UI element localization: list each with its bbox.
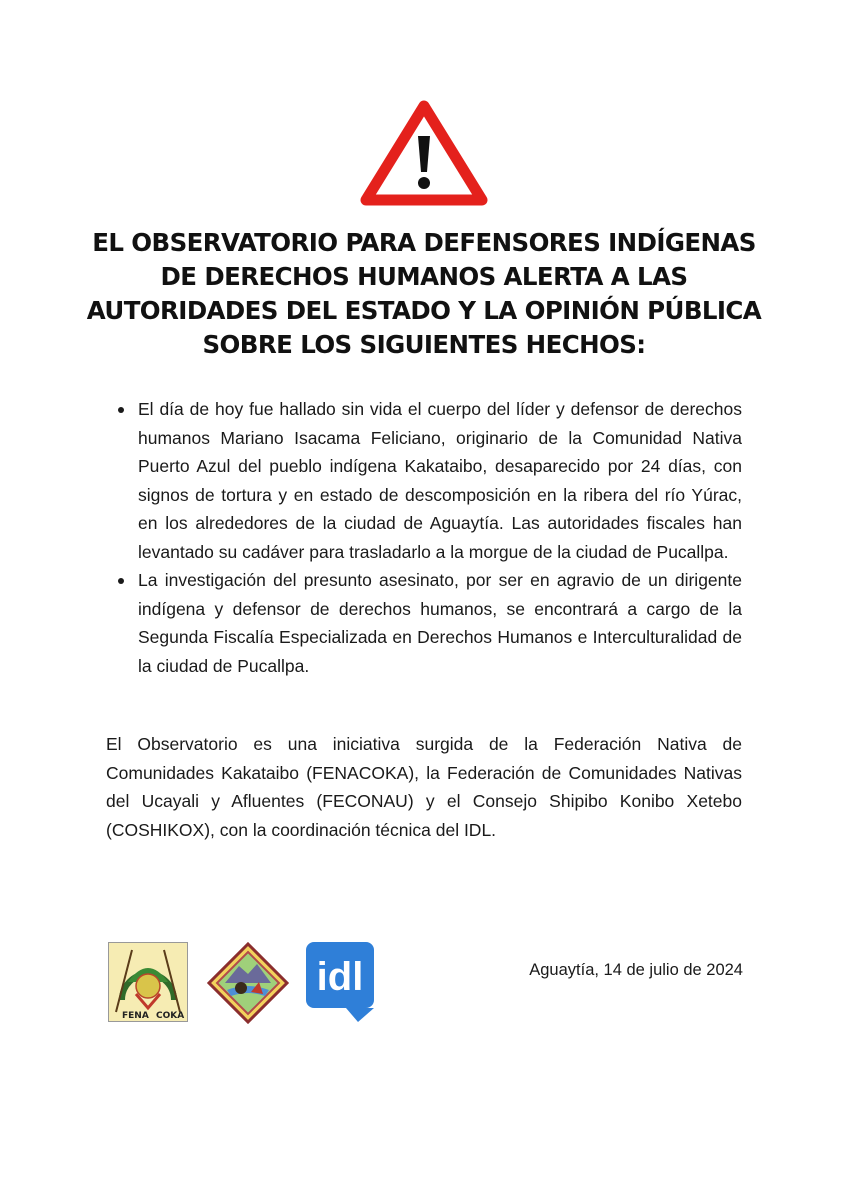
alert-title [60,226,788,362]
fenacoka-left-text: FENA [122,1011,149,1021]
title-line: SOBRE LOS SIGUIENTES HECHOS: [202,330,646,359]
title-line: EL OBSERVATORIO PARA DEFENSORES INDÍGENAS [92,228,756,257]
list-item: La investigación del presunto asesinato, por ser en agravio de un dirigente indígena y defensor de derechos humanos, se encontrará a cargo de la Segunda Fiscalía Especializada en Derechos Humanos e Interculturalidad de la ciudad de Pucallpa. [138,566,742,680]
fenacoka-logo [108,942,188,1022]
document-date: Aguaytía, 14 de julio de 2024 [529,961,743,979]
title-line: DE DERECHOS HUMANOS ALERTA A LAS [160,262,688,291]
list-item: El día de hoy fue hallado sin vida el cuerpo del líder y defensor de derechos humanos Mariano Isacama Feliciano, originario de la Comunidad Nativa Puerto Azul del pueblo indígena Kakataibo, desaparecido por 24 días, con signos de tortura y en estado de descomposición en la ribera del río Yúrac, en los alrededores de la ciudad de Aguaytía. Las autoridades fiscales han levantado su cadáver para trasladarlo a la morgue de la ciudad de Pucallpa. [138,395,742,566]
idl-logo-text: idl [316,955,364,999]
observatory-paragraph: El Observatorio es una iniciativa surgida de la Federación Nativa de Comunidades Kakataibo (FENACOKA), la Federación de Comunidades Nativas del Ucayali y Afluentes (FECONAU) y el Consejo Shipibo Konibo Xetebo (COSHIKOX), con la coordinación técnica del IDL. [106,734,742,840]
facts-list [138,395,742,680]
fenacoka-right-text: COKA [156,1011,185,1021]
feconau-logo [207,942,289,1024]
warning-triangle-icon [358,98,490,208]
idl-logo [306,942,374,1022]
title-line: AUTORIDADES DEL ESTADO Y LA OPINIÓN PÚBLICA [86,296,762,325]
